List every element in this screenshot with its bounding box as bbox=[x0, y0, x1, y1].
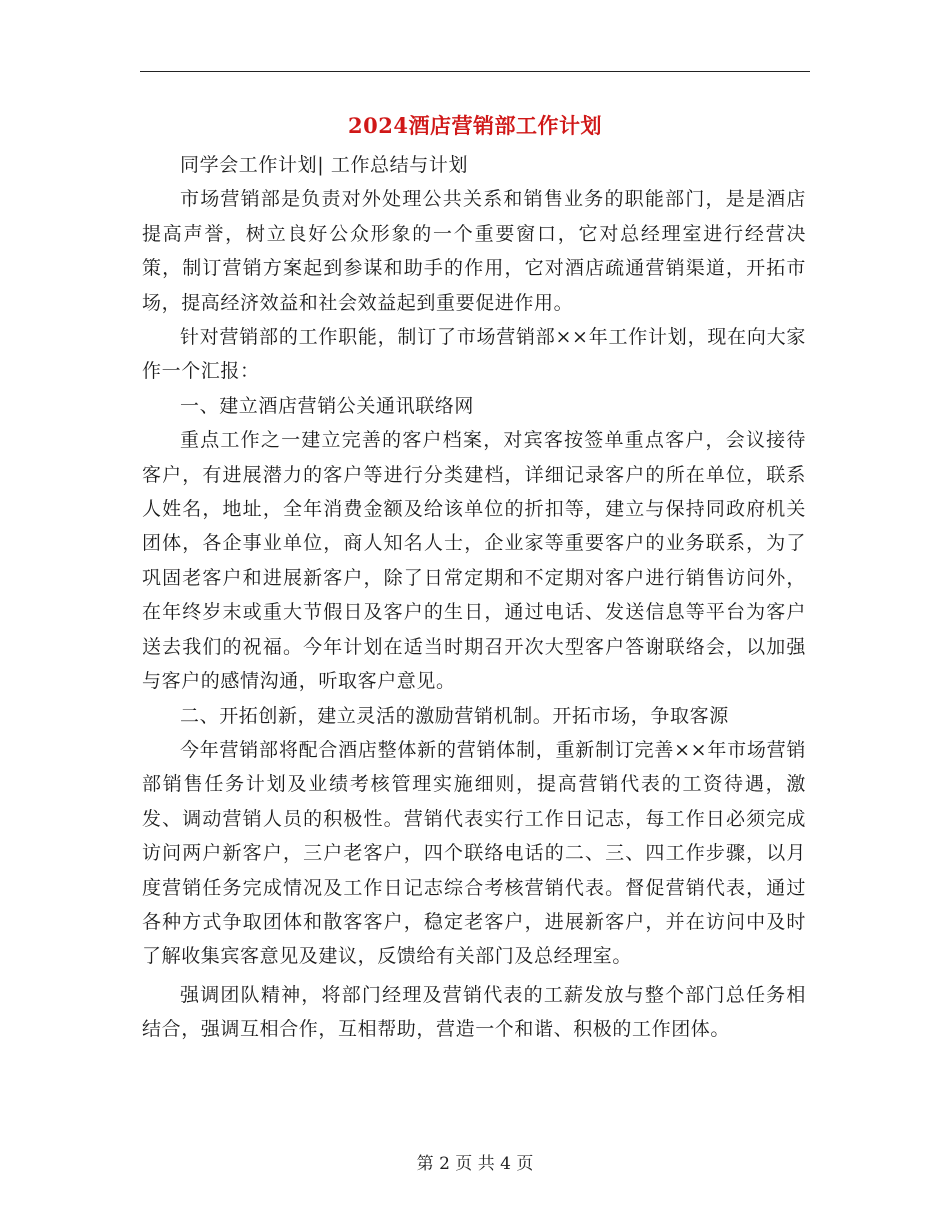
paragraph-plan-summary: 针对营销部的工作职能，制订了市场营销部××年工作计划，现在向大家作一个汇报： bbox=[142, 326, 806, 383]
paragraph-team-spirit: 强调团队精神，将部门经理及营销代表的工薪发放与整个部门总任务相结合，强调互相合作，互相帮助，营造一个和谐、积极的工作团体。 bbox=[142, 983, 806, 1041]
document-body bbox=[142, 148, 806, 1047]
paragraph-section-2: 今年营销部将配合酒店整体新的营销体制，重新制订完善××年市场营销部销售任务计划及业绩考核管理实施细则，提高营销代表的工资待遇，激发、调动营销人员的积极性。营销代表实行工作日记志，每工作日必须完成访问两户新客户，三户老客户，四个联络电话的二、三、四工作步骤，以月度营销任务完成情况及工作日记志综合考核营销代表。督促营销代表，通过各种方式争取团体和散客客户，稳定老客户，进展新客户，并在访问中及时了解收集宾客意见及建议，反馈给有关部门及总经理室。 bbox=[142, 738, 806, 968]
document-title: 2024酒店营销部工作计划 bbox=[348, 113, 602, 138]
section-heading-1: 一、建立酒店营销公关通讯联络网 bbox=[180, 394, 475, 417]
section-heading-2: 二、开拓创新，建立灵活的激励营销机制。开拓市场，争取客源 bbox=[180, 704, 729, 727]
paragraph-intro: 市场营销部是负责对外处理公共关系和销售业务的职能部门，是是酒店提高声誉，树立良好公众形象的一个重要窗口，它对总经理室进行经营决策，制订营销方案起到参谋和助手的作用，它对酒店疏通营销渠道，开拓市场，提高经济效益和社会效益起到重要促进作用。 bbox=[142, 188, 806, 314]
header-rule bbox=[140, 71, 810, 72]
paragraph-section-1: 重点工作之一建立完善的客户档案，对宾客按签单重点客户，会议接待客户，有进展潜力的客户等进行分类建档，详细记录客户的所在单位，联系人姓名，地址，全年消费金额及给该单位的折扣等，建立与保持同政府机关团体，各企事业单位，商人知名人士，企业家等重要客户的业务联系，为了巩固老客户和进展新客户，除了日常定期和不定期对客户进行销售访问外，在年终岁末或重大节假日及客户的生日，通过电话、发送信息等平台为客户送去我们的祝福。今年计划在适当时期召开次大型客户答谢联络会，以加强与客户的感情沟通，听取客户意见。 bbox=[142, 429, 806, 693]
subtitle-line: 同学会工作计划| 工作总结与计划 bbox=[180, 154, 469, 176]
page-number-footer: 第 2 页 共 4 页 bbox=[416, 1154, 534, 1174]
